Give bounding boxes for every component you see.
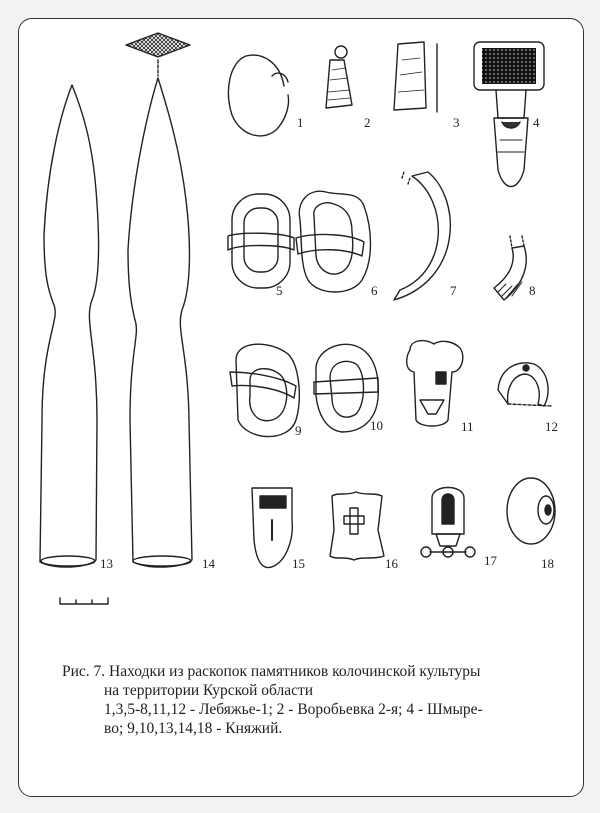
plaque-16 — [330, 492, 384, 560]
label-6: 6 — [371, 283, 378, 298]
label-15: 15 — [292, 556, 305, 571]
pendant-2 — [326, 60, 352, 108]
spearhead-13 — [40, 85, 99, 567]
figure-caption — [62, 662, 562, 738]
label-12: 12 — [545, 419, 558, 434]
label-10: 10 — [370, 418, 383, 433]
buckle-9 — [236, 344, 299, 436]
spearhead-14 — [128, 78, 192, 567]
label-18: 18 — [541, 556, 554, 571]
label-1: 1 — [297, 115, 304, 130]
fragment-8 — [494, 246, 526, 300]
label-11: 11 — [461, 419, 474, 434]
buckle-10 — [316, 344, 378, 432]
label-4: 4 — [533, 115, 540, 130]
caption-sites-line2: во; 9,10,13,14,18 - Княжий. — [104, 720, 283, 737]
label-2: 2 — [364, 115, 371, 130]
buckle-11 — [407, 341, 463, 426]
rod-7 — [394, 172, 450, 300]
plate-3 — [394, 42, 426, 110]
caption-subtitle: на территории Курской области — [104, 682, 314, 699]
label-17: 17 — [484, 553, 497, 568]
label-7: 7 — [450, 283, 457, 298]
label-13: 13 — [100, 556, 113, 571]
caption-sites-line1: 1,3,5-8,11,12 - Лебяжье-1; 2 - Воробьевка 2-я; 4 - Шмыре- — [104, 701, 483, 718]
label-8: 8 — [529, 283, 536, 298]
label-16: 16 — [385, 556, 398, 571]
label-9: 9 — [295, 423, 302, 438]
buckle-6 — [299, 191, 370, 292]
label-14: 14 — [202, 556, 215, 571]
label-3: 3 — [453, 115, 460, 130]
label-5: 5 — [276, 283, 283, 298]
caption-title: Рис. 7. Находки из раскопок памятников колочинской культуры — [62, 663, 481, 680]
ring-1 — [228, 55, 288, 136]
